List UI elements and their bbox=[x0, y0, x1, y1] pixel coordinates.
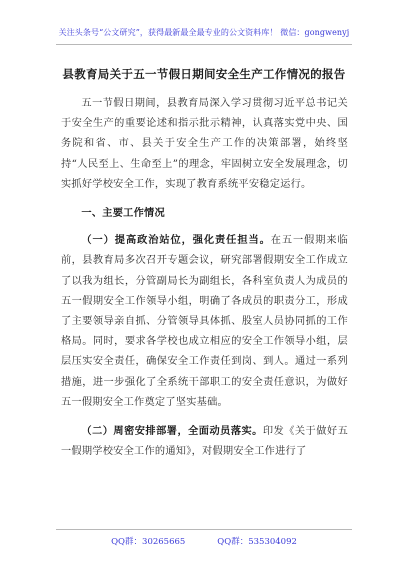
item-1-lead: （一）提高政治站位，强化责任担当。 bbox=[81, 234, 271, 247]
qq-group-1: QQ群：30265665 bbox=[111, 537, 186, 547]
qq-group-2: QQ群：535304092 bbox=[217, 537, 297, 547]
item-1-body: 在五一假期来临前，县教育局多次召开专题会议，研究部署假期安全工作成立了以我为组长，分管副局长为副组长，各科室负责人为成员的五一假期安全工作领导小组，明确了各成员的职责分工，形成了主要领导亲自抓、分管领导具体抓、股室人员协同抓的工作格局。同时，要求各学校也成立相应的安全工作领导小组，层层压实安全责任，确保安全工作责任到岗、到人。通过一系列措施，进一步强化了全系统干部职工的安全责任意识，为做好五一假期安全工作奠定了坚实基础。 bbox=[61, 235, 348, 408]
intro-paragraph: 五一节假日期间，县教育局深入学习贯彻习近平总书记关于安全生产的重要论述和指示批示精神，认真落实党中央、国务院和省、市、县关于安全生产工作的决策部署，始终坚持“人民至上、生命至上”的理念，牢固树立安全发展理念，切实抓好学校安全工作，实现了教育系统平安稳定运行。 bbox=[61, 98, 348, 190]
document-body bbox=[61, 94, 348, 462]
section-heading: 一、主要工作情况 bbox=[81, 207, 165, 220]
footer bbox=[0, 535, 408, 547]
item-paragraph-2 bbox=[61, 421, 348, 462]
footer-divider bbox=[56, 529, 352, 530]
item-2-lead: （二）周密安排部署，全面动员落实。 bbox=[81, 425, 263, 438]
header-divider bbox=[56, 44, 352, 45]
header-banner: 关注头条号“公文研究”，获得最新最全最专业的公文资料库！ 微信：gongwenyj bbox=[58, 28, 350, 37]
document-title: 县教育局关于五一节假日期间安全生产工作情况的报告 bbox=[62, 67, 346, 81]
item-paragraph-1 bbox=[61, 230, 348, 413]
item-2-body: 印发《关于做好五一假期学校安全工作的通知》，对假期安全工作进行了 bbox=[61, 426, 349, 458]
